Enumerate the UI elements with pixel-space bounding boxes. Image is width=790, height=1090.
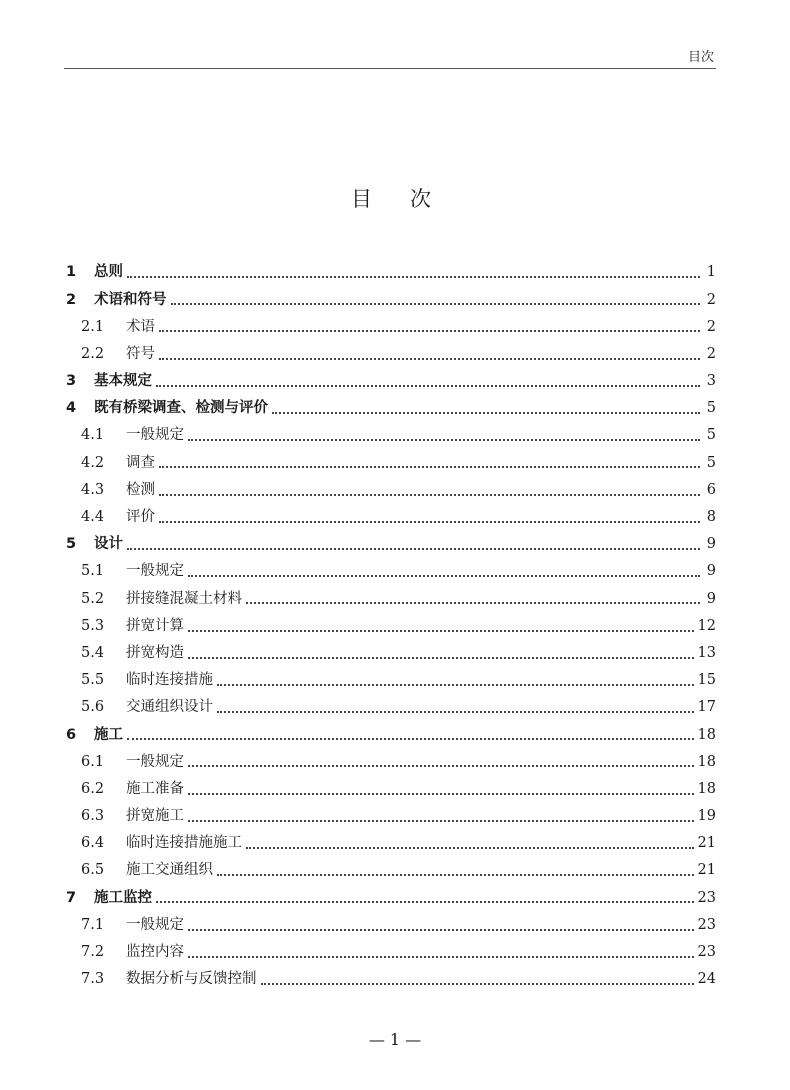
toc-entry-title: 评价 [126,509,155,526]
toc-dot-leader [127,737,694,740]
toc-entry-title: 术语 [126,318,155,335]
toc-entry-number: 6.5 [81,862,105,879]
toc-entry-title: 施工准备 [126,780,184,797]
page-number: — 1 — [368,1030,422,1049]
toc-section-entry[interactable] [66,694,716,721]
toc-dot-leader [188,928,694,931]
toc-section-entry[interactable] [66,341,716,368]
toc-dot-leader [272,411,700,414]
toc-entry-title: 施工 [94,726,123,743]
toc-entry-title: 既有桥梁调查、检测与评价 [94,400,268,417]
toc-dot-leader [261,982,694,985]
toc-entry-title: 数据分析与反馈控制 [126,971,257,988]
toc-entry-number: 7.1 [81,916,105,933]
toc-entry-title: 一般规定 [126,563,184,580]
toc-dot-leader [127,275,700,278]
toc-entry-title: 拼宽构造 [126,644,184,661]
toc-entry-number: 4.3 [81,481,105,498]
toc-dot-leader [156,900,694,903]
toc-entry-number: 4.1 [81,427,105,444]
toc-entry-number: 6.4 [81,835,105,852]
toc-entry-number: 5.6 [81,699,105,716]
toc-section-entry[interactable] [66,612,716,639]
toc-entry-page: 3 [706,373,716,390]
toc-entry-number: 5.2 [81,590,105,607]
toc-section-entry[interactable] [66,912,716,939]
toc-entry-title: 总则 [94,264,123,281]
toc-entry-title: 临时连接措施施工 [126,835,242,852]
toc-entry-title: 一般规定 [126,916,184,933]
toc-dot-leader [246,601,700,604]
page-title: 目次 [351,187,469,211]
toc-dot-leader [188,764,694,767]
toc-dot-leader [188,819,694,822]
toc-entry-number: 5.1 [81,563,105,580]
toc-entry-title: 拼宽施工 [126,808,184,825]
toc-entry-page: 2 [706,345,716,362]
toc-entry-page: 8 [706,509,716,526]
toc-entry-title: 监控内容 [126,944,184,961]
toc-section-entry[interactable] [66,939,716,966]
toc-entry-title: 拼宽计算 [126,617,184,634]
toc-section-entry[interactable] [66,477,716,504]
toc-entry-page: 5 [706,454,716,471]
toc-entry-title: 一般规定 [126,427,184,444]
toc-section-entry[interactable] [66,558,716,585]
toc-entry-number: 4.4 [81,509,105,526]
toc-dot-leader [171,302,701,305]
toc-entry-number: 2.1 [81,318,105,335]
toc-entry-number: 4 [66,400,77,417]
toc-entry-number: 2 [66,291,77,308]
toc-entry-number: 4.2 [81,454,105,471]
toc-chapter-entry[interactable] [66,884,716,911]
toc-entry-title: 设计 [94,536,123,553]
toc-entry-page: 18 [697,753,716,770]
toc-entry-page: 2 [706,318,716,335]
toc-chapter-entry[interactable] [66,721,716,748]
toc-entry-title: 调查 [126,454,155,471]
toc-dot-leader [156,384,700,387]
toc-section-entry[interactable] [66,830,716,857]
toc-dot-leader [188,629,694,632]
toc-entry-title: 一般规定 [126,753,184,770]
toc-dot-leader [246,846,694,849]
toc-entry-page: 18 [697,726,716,743]
toc-chapter-entry[interactable] [66,395,716,422]
table-of-contents [66,259,716,993]
toc-entry-number: 5.3 [81,617,105,634]
toc-entry-page: 23 [697,916,716,933]
toc-section-entry[interactable] [66,748,716,775]
toc-dot-leader [217,683,694,686]
toc-dot-leader [188,656,694,659]
toc-chapter-entry[interactable] [66,259,716,286]
toc-section-entry[interactable] [66,504,716,531]
toc-dot-leader [188,792,694,795]
toc-section-entry[interactable] [66,585,716,612]
toc-entry-title: 符号 [126,345,155,362]
toc-entry-number: 6.3 [81,808,105,825]
toc-entry-number: 5 [66,536,77,553]
toc-entry-page: 2 [706,291,716,308]
toc-entry-number: 7.3 [81,971,105,988]
toc-entry-page: 21 [697,862,716,879]
toc-entry-number: 6 [66,726,77,743]
toc-entry-number: 6.2 [81,780,105,797]
toc-entry-page: 19 [697,808,716,825]
toc-entry-title: 施工交通组织 [126,862,213,879]
toc-entry-page: 15 [697,672,716,689]
toc-entry-title: 拼接缝混凝土材料 [126,590,242,607]
toc-entry-title: 交通组织设计 [126,699,213,716]
toc-dot-leader [217,873,694,876]
toc-section-entry[interactable] [66,640,716,667]
toc-dot-leader [188,955,694,958]
toc-entry-page: 9 [706,563,716,580]
toc-chapter-entry[interactable] [66,286,716,313]
toc-entry-number: 2.2 [81,345,105,362]
toc-dot-leader [159,493,700,496]
toc-entry-page: 23 [697,889,716,906]
toc-entry-page: 18 [697,780,716,797]
toc-entry-page: 1 [706,264,716,281]
toc-section-entry[interactable] [66,422,716,449]
toc-dot-leader [188,574,700,577]
toc-entry-page: 6 [706,481,716,498]
toc-section-entry[interactable] [66,966,716,993]
toc-entry-title: 基本规定 [94,373,152,390]
toc-section-entry[interactable] [66,667,716,694]
toc-entry-number: 5.4 [81,644,105,661]
toc-entry-number: 1 [66,264,77,281]
toc-section-entry[interactable] [66,313,716,340]
toc-entry-page: 24 [697,971,716,988]
toc-dot-leader [159,329,700,332]
toc-entry-page: 17 [697,699,716,716]
toc-section-entry[interactable] [66,449,716,476]
toc-section-entry[interactable] [66,803,716,830]
toc-entry-page: 12 [697,617,716,634]
toc-dot-leader [159,465,700,468]
toc-entry-page: 9 [706,536,716,553]
toc-entry-page: 5 [706,427,716,444]
toc-entry-title: 术语和符号 [94,291,167,308]
toc-entry-page: 13 [697,644,716,661]
toc-entry-page: 9 [706,590,716,607]
header-divider [64,68,716,69]
toc-entry-title: 施工监控 [94,889,152,906]
toc-entry-number: 7.2 [81,944,105,961]
toc-entry-number: 6.1 [81,753,105,770]
toc-dot-leader [188,438,700,441]
toc-entry-title: 检测 [126,481,155,498]
toc-entry-title: 临时连接措施 [126,672,213,689]
toc-entry-number: 3 [66,373,77,390]
toc-entry-number: 5.5 [81,672,105,689]
toc-dot-leader [127,547,700,550]
toc-dot-leader [217,710,694,713]
toc-chapter-entry[interactable] [66,368,716,395]
toc-dot-leader [159,357,700,360]
toc-section-entry[interactable] [66,776,716,803]
toc-chapter-entry[interactable] [66,531,716,558]
toc-entry-page: 23 [697,944,716,961]
toc-entry-page: 5 [706,400,716,417]
toc-entry-page: 21 [697,835,716,852]
toc-dot-leader [159,520,700,523]
toc-section-entry[interactable] [66,857,716,884]
running-header: 目次 [687,50,714,65]
toc-entry-number: 7 [66,889,77,906]
